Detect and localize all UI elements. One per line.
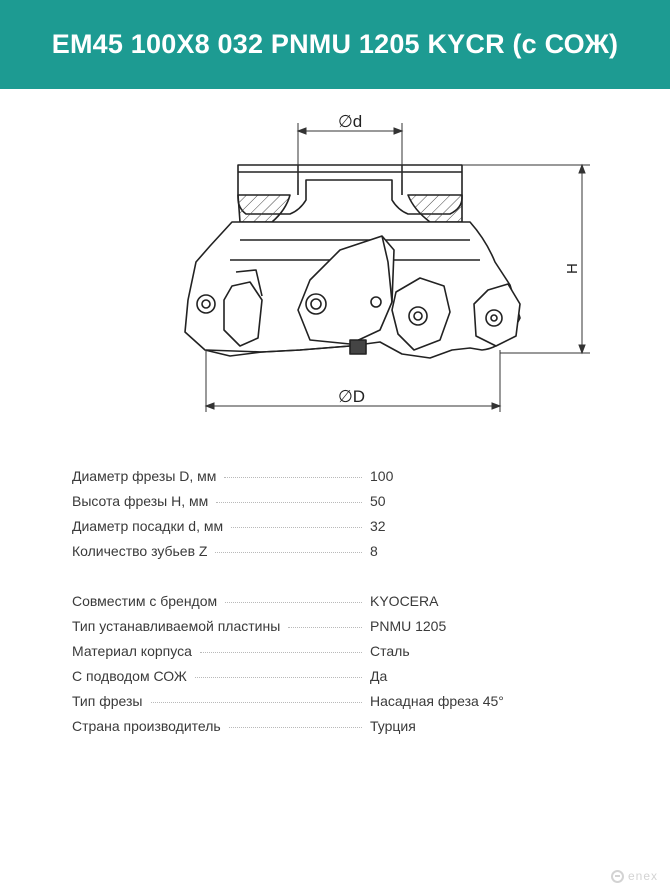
spec-value: 100 — [370, 468, 394, 484]
spec-row — [72, 718, 552, 743]
spec-row — [72, 618, 552, 643]
spec-value: 8 — [370, 543, 378, 559]
spec-value: Сталь — [370, 643, 410, 659]
spec-row — [72, 468, 552, 493]
spec-row — [72, 493, 552, 518]
spec-label: Совместим с брендом — [72, 593, 218, 609]
leader-dots — [229, 727, 362, 728]
dim-D-label: ∅D — [338, 387, 366, 406]
logo-icon — [611, 870, 624, 883]
spec-label: Количество зубьев Z — [72, 543, 208, 559]
leader-dots — [224, 477, 362, 478]
leader-dots — [225, 602, 362, 603]
spec-label: Страна производитель — [72, 718, 221, 734]
spec-value: Насадная фреза 45° — [370, 693, 504, 709]
spec-row — [72, 693, 552, 718]
hatch-left — [238, 195, 290, 222]
title-banner — [0, 0, 670, 89]
spec-row — [72, 543, 552, 568]
logo-text: enex — [627, 869, 658, 883]
milling-cutter-drawing — [150, 100, 610, 420]
leader-dots — [200, 652, 362, 653]
spec-label: Диаметр фрезы D, мм — [72, 468, 217, 484]
spec-value: Турция — [370, 718, 416, 734]
spec-label: Диаметр посадки d, мм — [72, 518, 224, 534]
leader-dots — [215, 552, 362, 553]
leader-dots — [216, 502, 362, 503]
leader-dots — [288, 627, 362, 628]
spec-row — [72, 518, 552, 543]
spec-value: PNMU 1205 — [370, 618, 447, 634]
spec-row — [72, 643, 552, 668]
leader-dots — [195, 677, 362, 678]
spec-label: Тип фрезы — [72, 693, 143, 709]
spec-group-properties — [72, 593, 552, 743]
leader-dots — [231, 527, 362, 528]
hatch-right — [408, 195, 462, 222]
spec-value: KYOCERA — [370, 593, 439, 609]
specifications — [72, 468, 552, 768]
dim-d-label: ∅d — [338, 112, 363, 131]
spec-value: 32 — [370, 518, 386, 534]
dim-H-label: H — [564, 263, 581, 274]
spec-label: С подводом СОЖ — [72, 668, 187, 684]
spec-group-dimensions — [72, 468, 552, 568]
spec-value: 50 — [370, 493, 386, 509]
spec-row — [72, 668, 552, 693]
spec-label: Высота фрезы H, мм — [72, 493, 209, 509]
insert-left — [224, 282, 262, 346]
enex-logo — [611, 869, 658, 883]
spec-value: Да — [370, 668, 388, 684]
leader-dots — [151, 702, 362, 703]
spec-row — [72, 593, 552, 618]
spec-label: Тип устанавливаемой пластины — [72, 618, 281, 634]
spec-label: Материал корпуса — [72, 643, 192, 659]
page-title: EM45 100X8 032 PNMU 1205 KYCR (с СОЖ) — [51, 29, 619, 59]
